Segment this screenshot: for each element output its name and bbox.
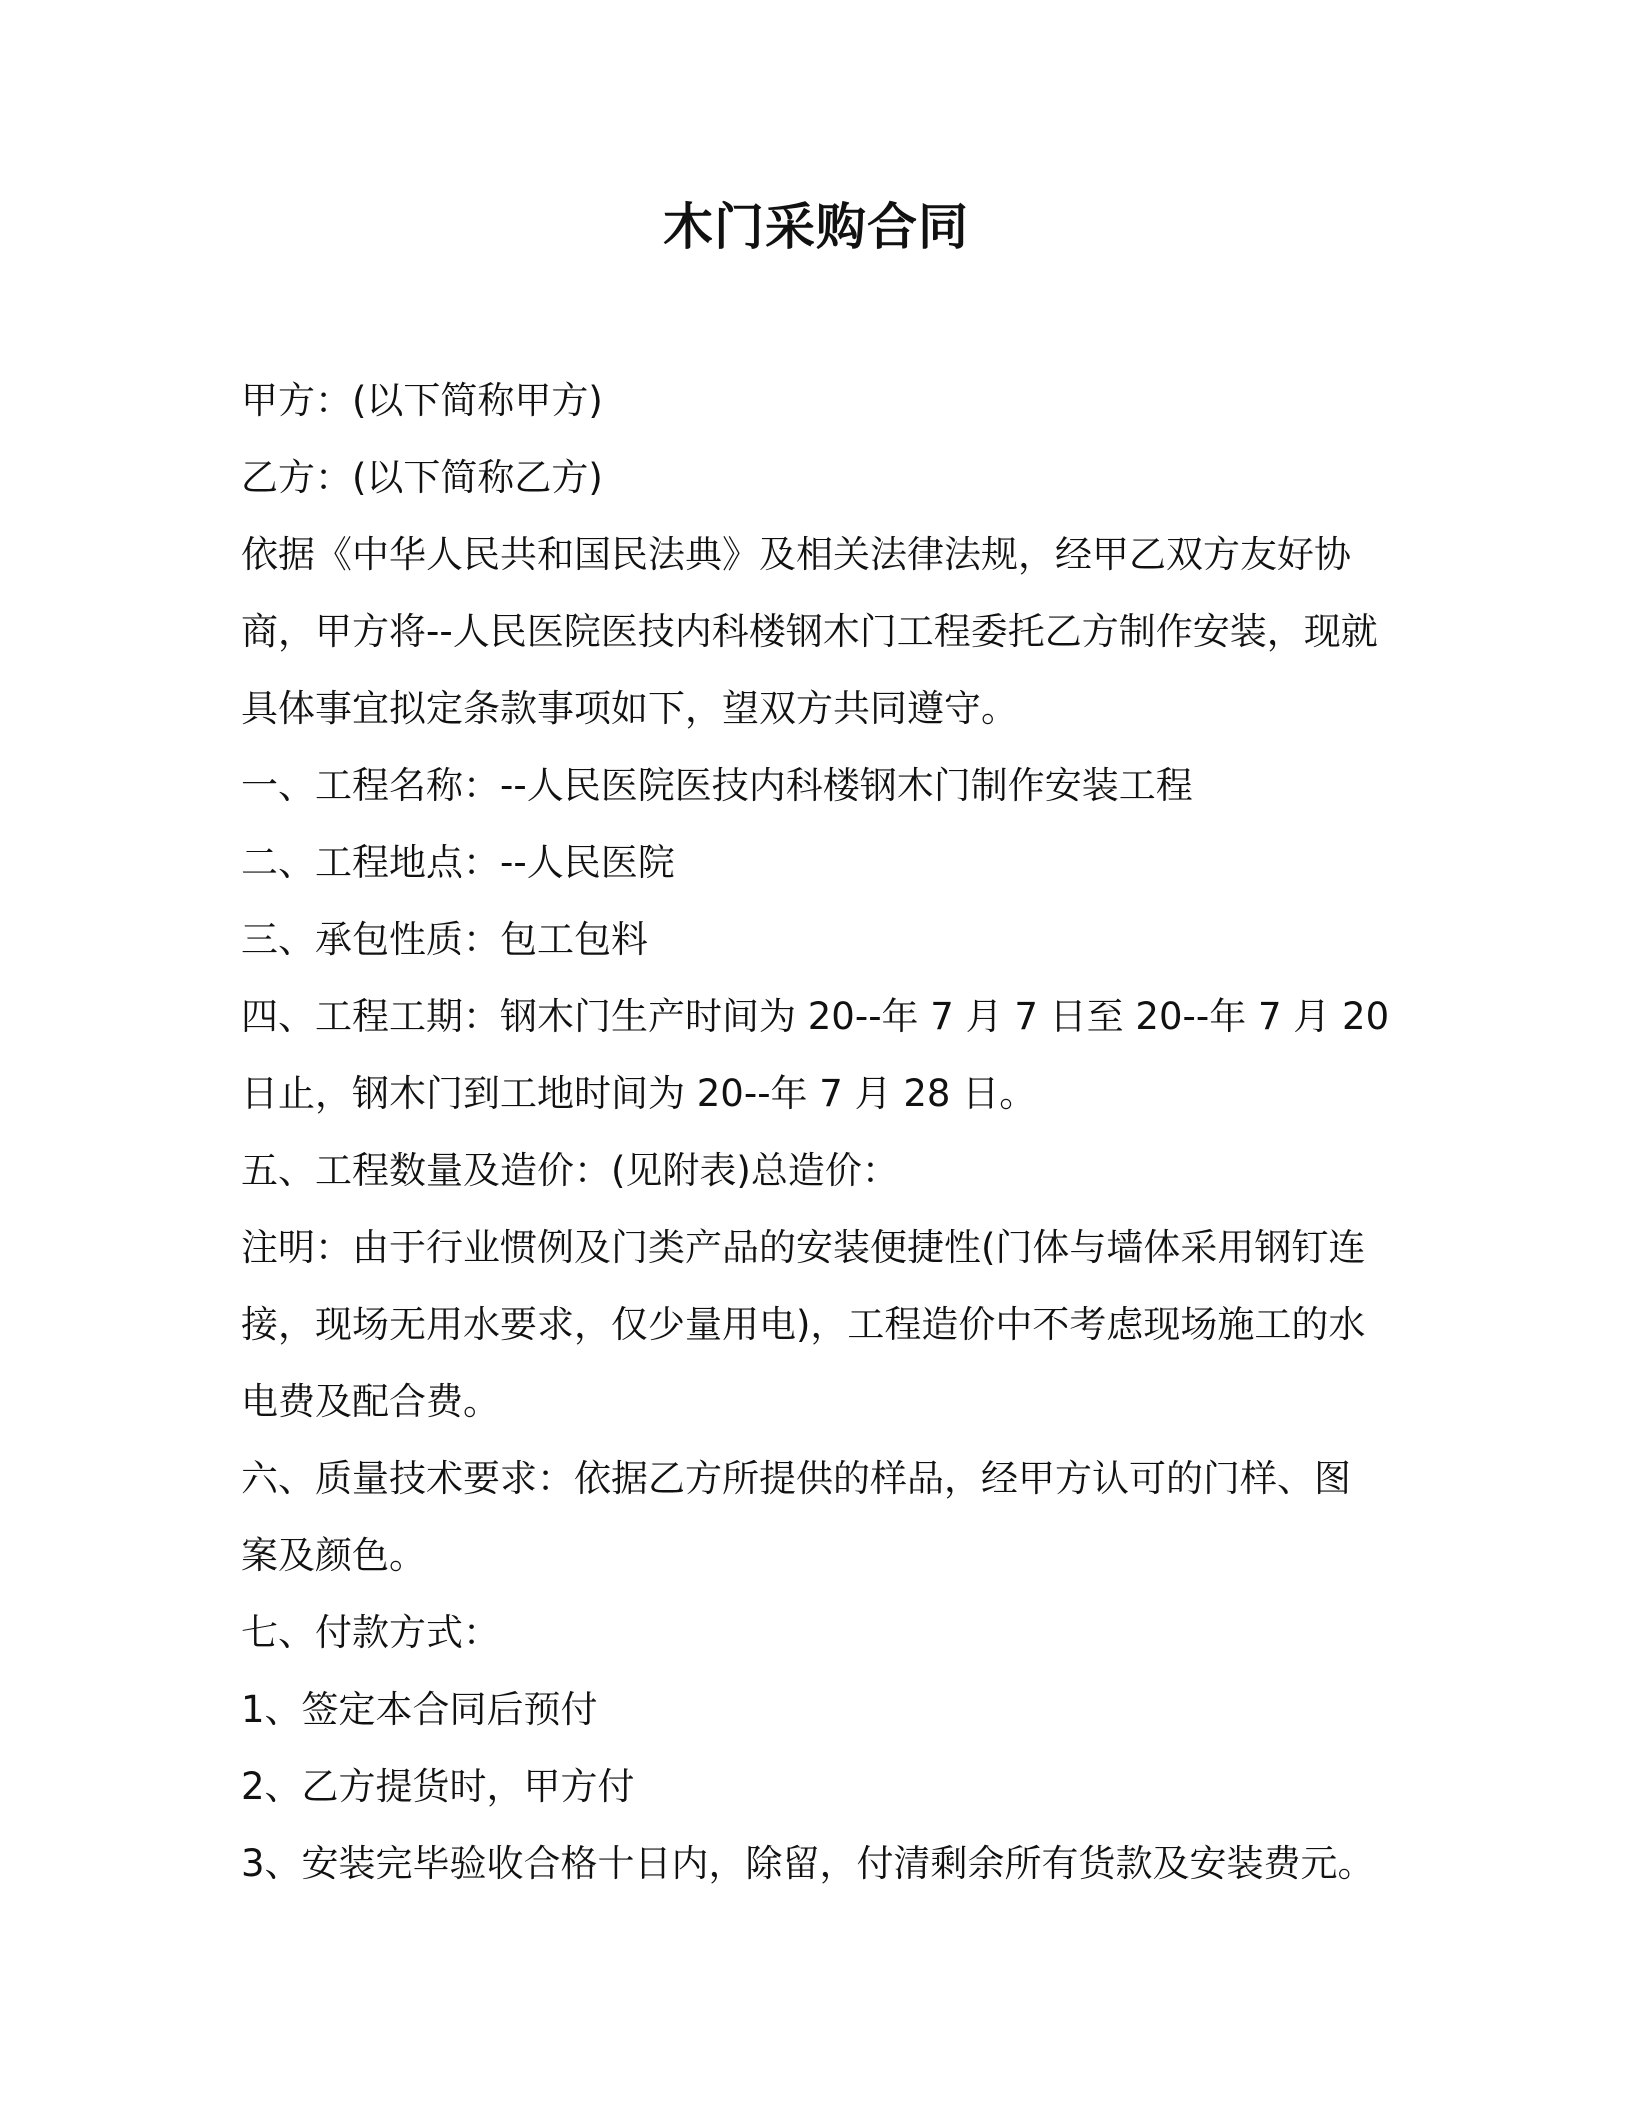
page-title: 木门采购合同: [663, 198, 969, 256]
preamble-line-2: 商，甲方将--人民医院医技内科楼钢木门工程委托乙方制作安装，现就: [241, 610, 1378, 653]
clause-payment: 七、付款方式：: [241, 1611, 500, 1654]
clause-project-location: 二、工程地点：--人民医院: [241, 841, 675, 884]
contract-body: [241, 362, 1421, 1902]
clause-quality-line-1: 六、质量技术要求：依据乙方所提供的样品，经甲方认可的门样、图: [241, 1457, 1351, 1500]
party-a-line: 甲方：(以下简称甲方): [241, 379, 603, 422]
clause-schedule-line-2: 日止，钢木门到工地时间为 20--年 7 月 28 日。: [241, 1072, 1037, 1115]
clause-quantity-price: 五、工程数量及造价：(见附表)总造价：: [241, 1149, 899, 1192]
preamble-line-1: 依据《中华人民共和国民法典》及相关法律法规，经甲乙双方友好协: [241, 533, 1351, 576]
note-line-1: 注明：由于行业惯例及门类产品的安装便捷性(门体与墙体采用钢钉连: [241, 1226, 1366, 1269]
clause-quality-line-2: 案及颜色。: [241, 1534, 426, 1577]
payment-item-3: 3、安装完毕验收合格十日内，除留，付清剩余所有货款及安装费元。: [241, 1842, 1375, 1885]
clause-contract-nature: 三、承包性质：包工包料: [241, 918, 648, 961]
party-b-line: 乙方：(以下简称乙方): [241, 456, 603, 499]
note-line-3: 电费及配合费。: [241, 1380, 500, 1423]
payment-item-1: 1、签定本合同后预付: [241, 1688, 598, 1731]
clause-project-name: 一、工程名称：--人民医院医技内科楼钢木门制作安装工程: [241, 764, 1193, 807]
note-line-2: 接，现场无用水要求，仅少量用电)，工程造价中不考虑现场施工的水: [241, 1303, 1366, 1346]
clause-schedule-line-1: 四、工程工期：钢木门生产时间为 20--年 7 月 7 日至 20--年 7 月 20: [241, 995, 1390, 1038]
payment-item-2: 2、乙方提货时，甲方付: [241, 1765, 635, 1808]
preamble-line-3: 具体事宜拟定条款事项如下，望双方共同遵守。: [241, 687, 1018, 730]
